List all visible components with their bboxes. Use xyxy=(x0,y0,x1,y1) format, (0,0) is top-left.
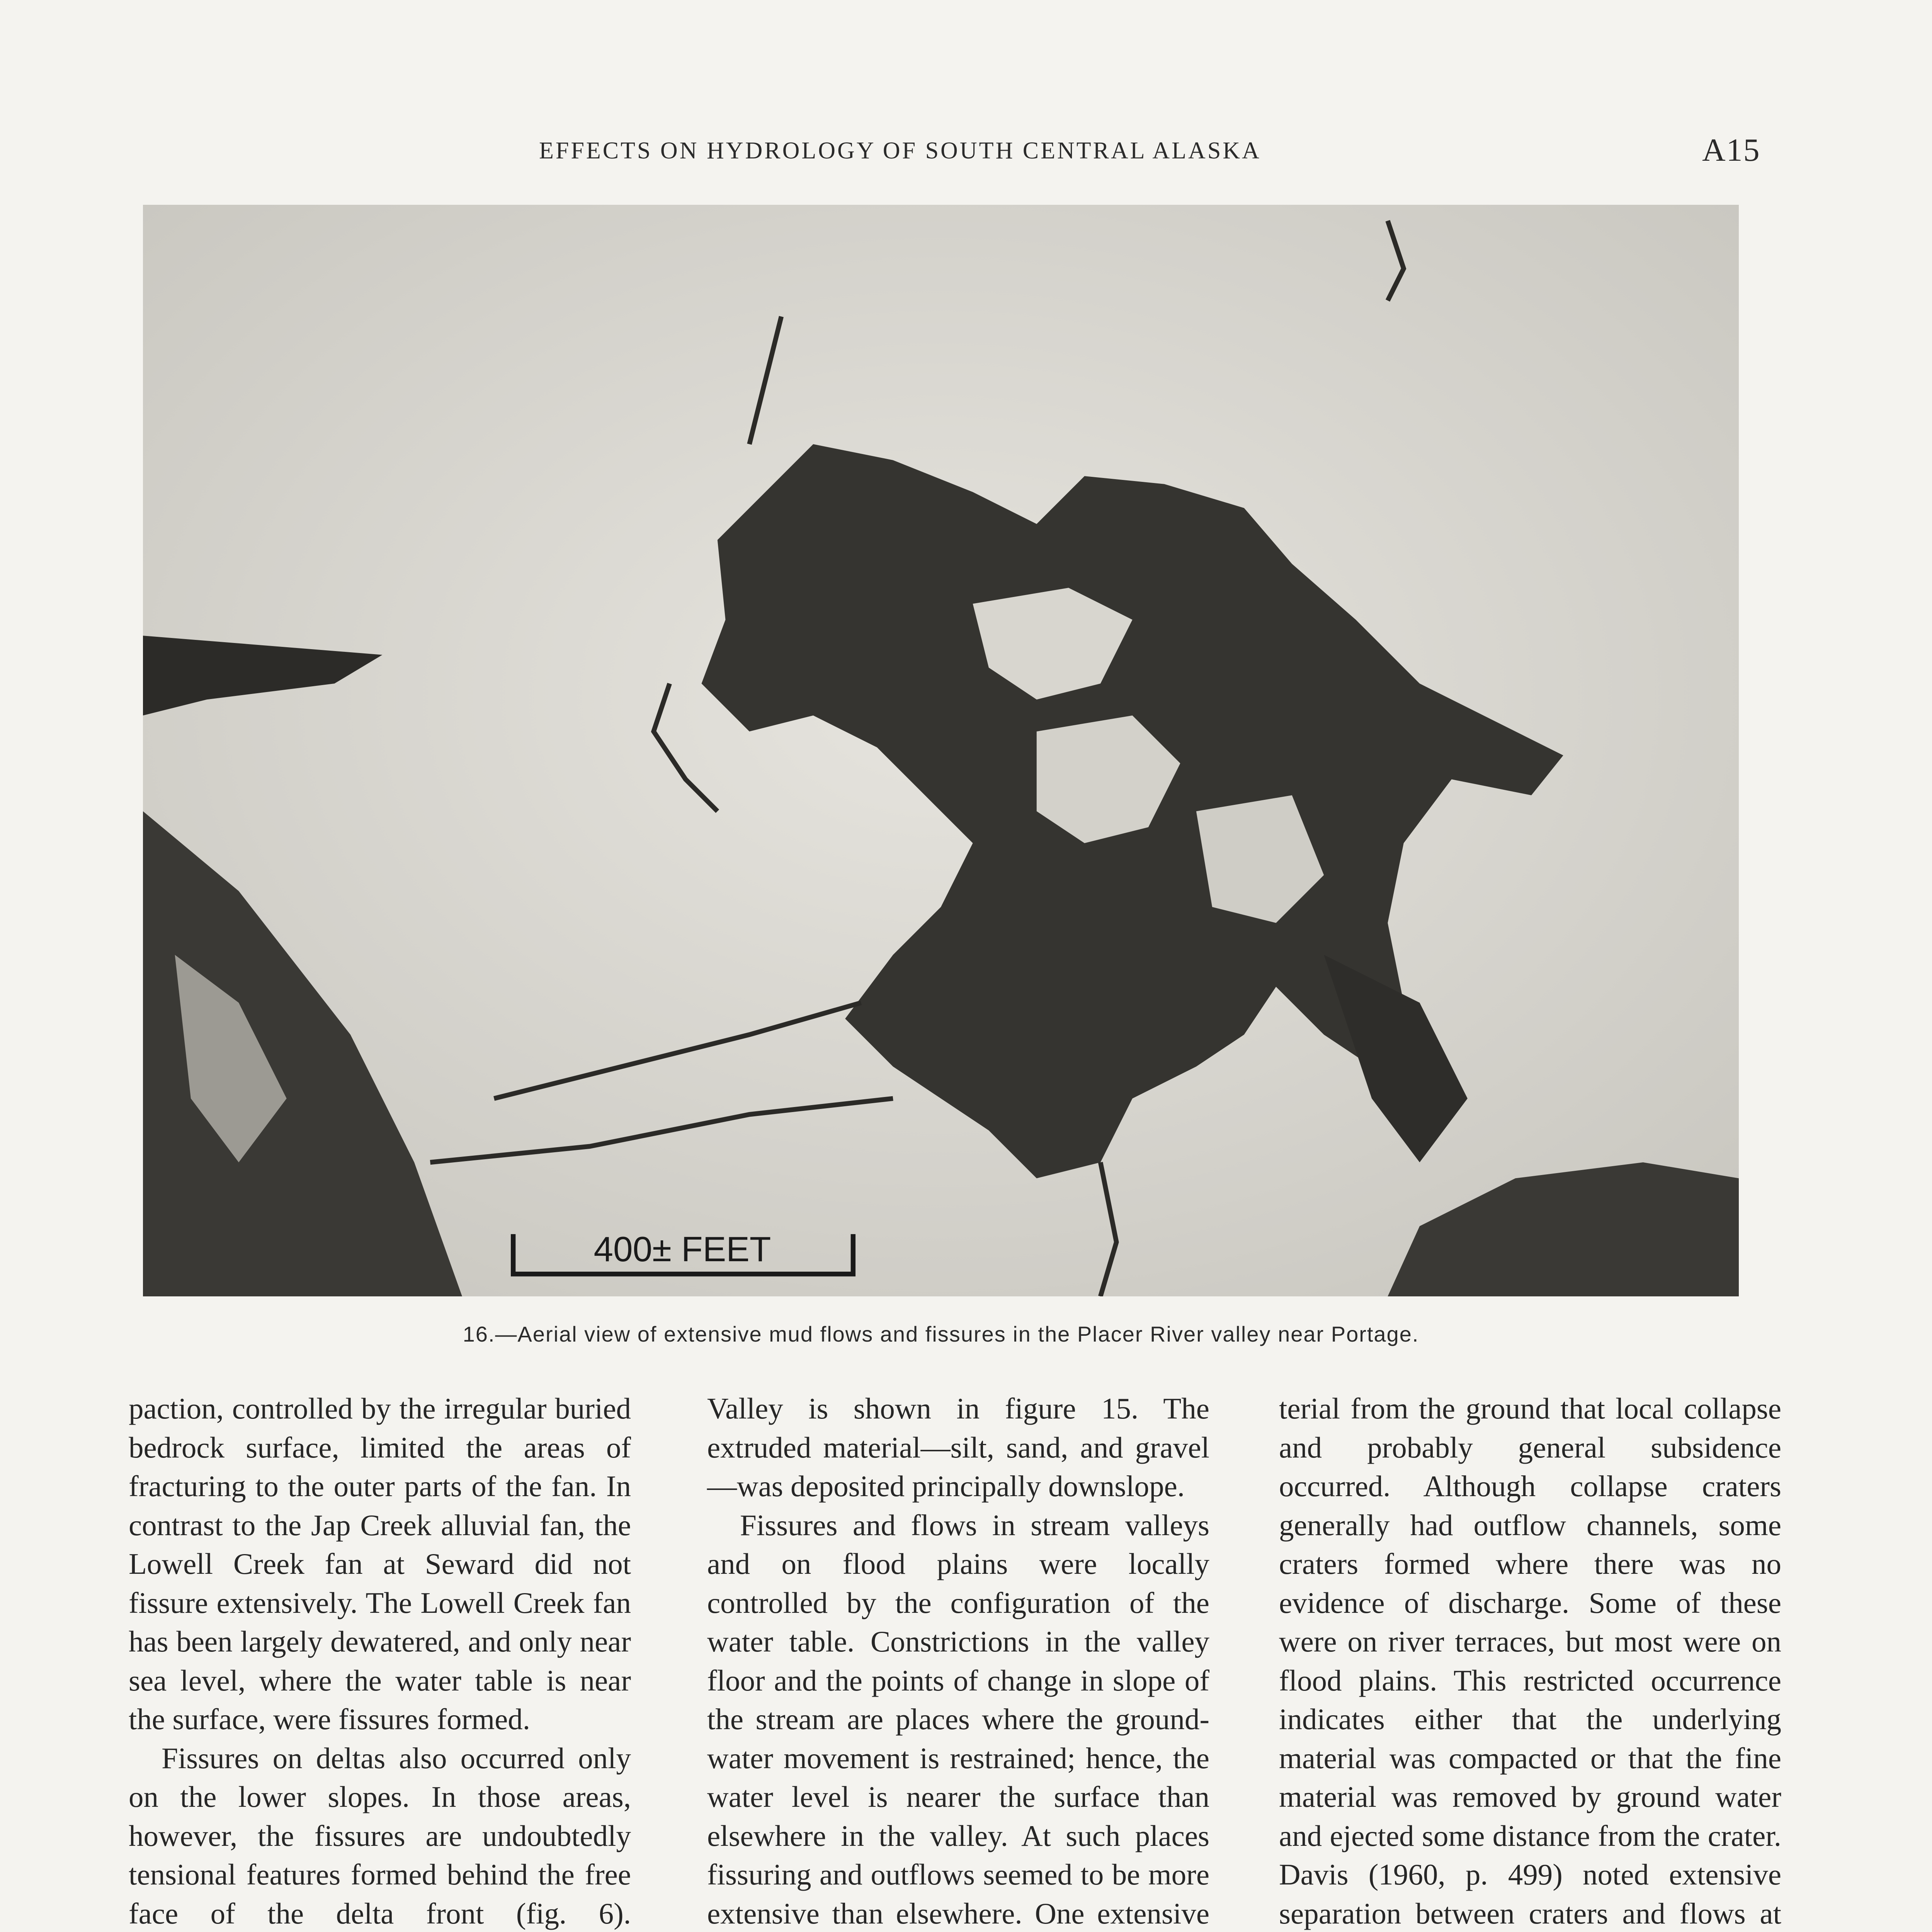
paragraph: Fissures and flows in stream valleys and on flood plains were locally controlled by the configuration of the water table. Constrictions in the valley floor and the points of change in slope of the stream are places where the ground-water movement is restrained; hence, the water level is nearer the surface than elsewhere in the valley. At such places fissuring and outflows seemed to be more extensive than elsewhere. One extensive xyxy=(707,1508,1209,1930)
paragraph: Fissures on deltas also occurred only on the lower slopes. In those areas, however, the fissures are undoubtedly tensional features formed behind the free face of the delta front (fig. 6). xyxy=(129,1741,631,1930)
paragraph: paction, controlled by the irregular buried bedrock surface, limited the areas of fracturing to the outer parts of the fan. In contrast to the Jap Creek alluvial fan, the Lowell Creek fan at Seward did not fissure extensively. The Lowell Creek fan has been largely dewatered, and only near sea level, where the water table is near the surface, were fissures formed. xyxy=(129,1392,631,1736)
running-head: EFFECTS ON HYDROLOGY OF SOUTH CENTRAL ALASKA xyxy=(539,138,1261,164)
scale-label: 400± FEET xyxy=(594,1230,771,1269)
aerial-photo-image xyxy=(143,205,1739,1296)
text-column-3 xyxy=(1279,1389,1781,1932)
figure-caption: 16.—Aerial view of extensive mud flows and fissures in the Placer River valley near Portage. xyxy=(463,1322,1419,1346)
page-number: A15 xyxy=(1702,132,1760,168)
paragraph: Valley is shown in figure 15. The extruded material—silt, sand, and gravel—was deposited principally downslope. xyxy=(707,1392,1209,1503)
text-column-2 xyxy=(707,1389,1209,1932)
aerial-photo-figure-16 xyxy=(143,205,1739,1296)
text-column-1 xyxy=(129,1389,631,1932)
paragraph: terial from the ground that local collapse and probably general subsidence occurred. Although collapse craters generally had outflow channels, some craters formed where there was no evidence of discharge. Some of these were on river terraces, but most were on flood plains. This restricted occurrence indicates either that the underlying material was compacted or that the fine material was removed by ground water and ejected some distance from the crater. Davis (1960, p. 499) noted extensive separation between craters and flows at xyxy=(1279,1392,1781,1930)
